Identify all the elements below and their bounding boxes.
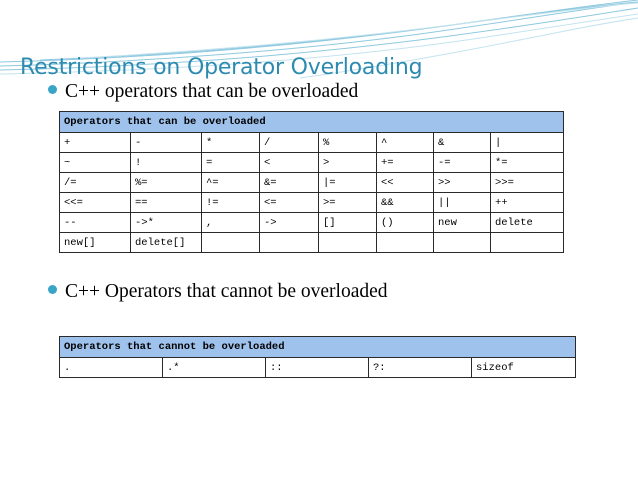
table-cell: () (377, 213, 434, 233)
table-cell: -= (434, 153, 491, 173)
table-cell: * (202, 133, 260, 153)
table-cell: | (491, 133, 564, 153)
table-cell (434, 233, 491, 253)
bullet-non-overloadable-text: C++ Operators that cannot be overloaded (65, 281, 388, 302)
table-cell: >= (319, 193, 377, 213)
bullet-non-overloadable (48, 281, 388, 303)
table-cell: ~ (60, 153, 131, 173)
table-cell: & (434, 133, 491, 153)
table-cell (260, 233, 319, 253)
table-cell: ->* (131, 213, 202, 233)
slide-title: Restrictions on Operator Overloading (20, 55, 423, 80)
table-row (60, 213, 564, 233)
table-row (60, 133, 564, 153)
bullet-dot-icon (48, 285, 57, 294)
table-cell: && (377, 193, 434, 213)
table-cell: .* (163, 358, 266, 378)
table-row (60, 153, 564, 173)
table-cell: - (131, 133, 202, 153)
table-cell: = (202, 153, 260, 173)
table-cell: , (202, 213, 260, 233)
table-cell: % (319, 133, 377, 153)
table-cell: new[] (60, 233, 131, 253)
table-cell: ?: (369, 358, 472, 378)
table-cell: >>= (491, 173, 564, 193)
table-cell: . (60, 358, 163, 378)
table-cell: != (202, 193, 260, 213)
table-header-row (60, 112, 564, 133)
table-cell (377, 233, 434, 253)
table-header-row (60, 337, 576, 358)
bullet-overloadable-text: C++ operators that can be overloaded (65, 81, 359, 102)
table-cell: /= (60, 173, 131, 193)
table-cell: %= (131, 173, 202, 193)
table-cell: :: (266, 358, 369, 378)
table-cell: *= (491, 153, 564, 173)
non-overloadable-operators-table (59, 336, 576, 378)
table-cell: -- (60, 213, 131, 233)
table-cell: <= (260, 193, 319, 213)
table-cell: sizeof (472, 358, 576, 378)
table-cell: delete (491, 213, 564, 233)
table-cell: delete[] (131, 233, 202, 253)
table-cell: < (260, 153, 319, 173)
table-row (60, 233, 564, 253)
table-cell: -> (260, 213, 319, 233)
table-cell: &= (260, 173, 319, 193)
table-row (60, 173, 564, 193)
table-cell (319, 233, 377, 253)
table-cell: <<= (60, 193, 131, 213)
table-cell: << (377, 173, 434, 193)
table-cell: || (434, 193, 491, 213)
overloadable-operators-table (59, 111, 564, 253)
table-cell: ^ (377, 133, 434, 153)
table-cell (491, 233, 564, 253)
table-cell: new (434, 213, 491, 233)
table-cell: ! (131, 153, 202, 173)
table-cell: += (377, 153, 434, 173)
table-cell: [] (319, 213, 377, 233)
table-cell: > (319, 153, 377, 173)
table-cell: ++ (491, 193, 564, 213)
table-cell: / (260, 133, 319, 153)
table-header: Operators that can be overloaded (60, 112, 564, 133)
table-cell (202, 233, 260, 253)
table-row (60, 193, 564, 213)
table-cell: ^= (202, 173, 260, 193)
table-cell: == (131, 193, 202, 213)
table-cell: |= (319, 173, 377, 193)
bullet-overloadable (48, 81, 358, 103)
table-row (60, 358, 576, 378)
table-header: Operators that cannot be overloaded (60, 337, 576, 358)
table-cell: + (60, 133, 131, 153)
bullet-dot-icon (48, 85, 57, 94)
table-cell: >> (434, 173, 491, 193)
